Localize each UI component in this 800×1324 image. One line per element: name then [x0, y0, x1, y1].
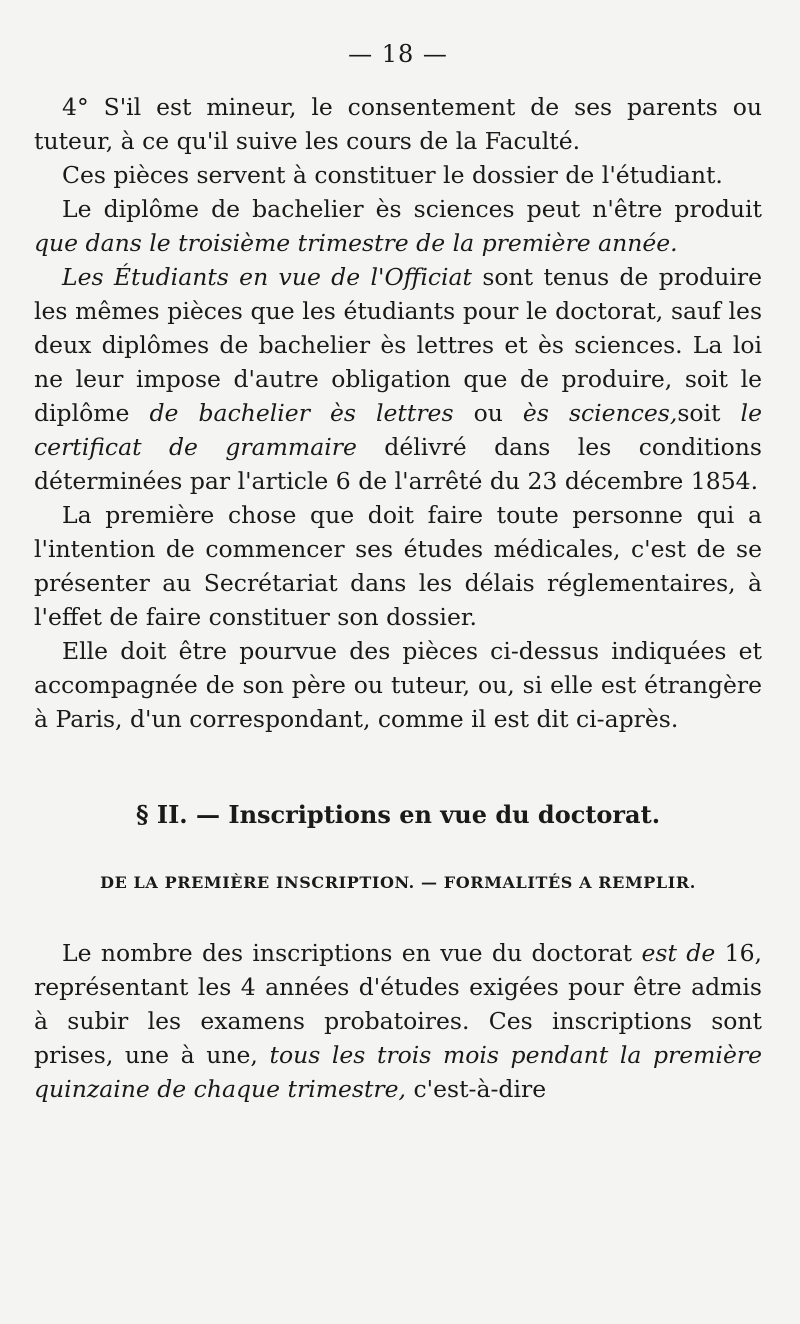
italic-run: est de [641, 939, 716, 967]
paragraph-officiat [34, 260, 762, 498]
paragraph-accompaniment: Elle doit être pourvue des pièces ci-dessus indiquées et accompagnée de son père ou tuteur, ou, si elle est étrangère à Paris, d'un correspondant, comme il est dit ci-après. [34, 637, 762, 733]
paragraph-parental-consent: 4° S'il est mineur, le consentement de ses parents ou tuteur, à ce qu'il suive les cours de la Faculté. [34, 93, 762, 155]
paragraph-first-step: La première chose que doit faire toute personne qui a l'intention de commencer ses études médicales, c'est de se présenter au Secrétariat dans les délais réglementaires, à l'effet de faire constituer son dossier. [34, 501, 762, 631]
text-run: 16, représentant les 4 années d'études exigées pour être admis à subir les examens probatoires. Ces inscriptions sont prises, une à une, [34, 939, 762, 1069]
section-heading: § II. — Inscriptions en vue du doctorat. [135, 800, 661, 829]
page-number: — 18 — [348, 40, 448, 68]
italic-run: tous les trois mois pendant la première quinzaine de chaque trimestre, [34, 1041, 762, 1103]
paragraph-science-diploma [34, 192, 762, 260]
text-run: Le diplôme de bachelier ès sciences peut n'être produit [62, 195, 762, 223]
text-run: c'est-à-dire [406, 1075, 547, 1103]
spacer [34, 892, 762, 936]
subsection-heading: DE LA PREMIÈRE INSCRIPTION. — FORMALITÉS A REMPLIR. [100, 873, 696, 892]
text-run: Le nombre des inscriptions en vue du doctorat [62, 939, 642, 967]
italic-run: que dans le troisième trimestre de la première année. [34, 229, 678, 257]
paragraph-inscriptions [34, 936, 762, 1106]
text-run: sont tenus de produire les mêmes pièces que les étudiants pour le doctorat, sauf les deux diplômes de bachelier ès lettres et ès sciences. La loi ne leur impose d'autre obligation que de produire, soit le diplôme [34, 263, 763, 427]
paragraph-dossier: Ces pièces servent à constituer le dossier de l'étudiant. [62, 161, 723, 189]
italic-run: Les Étudiants en vue de l'Officiat [62, 263, 473, 291]
text-run: soit [677, 399, 741, 427]
italic-run: ès sciences, [522, 399, 678, 427]
italic-run: le certificat de grammaire [34, 399, 762, 461]
italic-run: de bachelier ès lettres [149, 399, 454, 427]
text-run: ou [453, 399, 523, 427]
text-run: délivré dans les conditions déterminées par l'article 6 de l'arrêté du 23 décembre 1854. [34, 433, 762, 495]
